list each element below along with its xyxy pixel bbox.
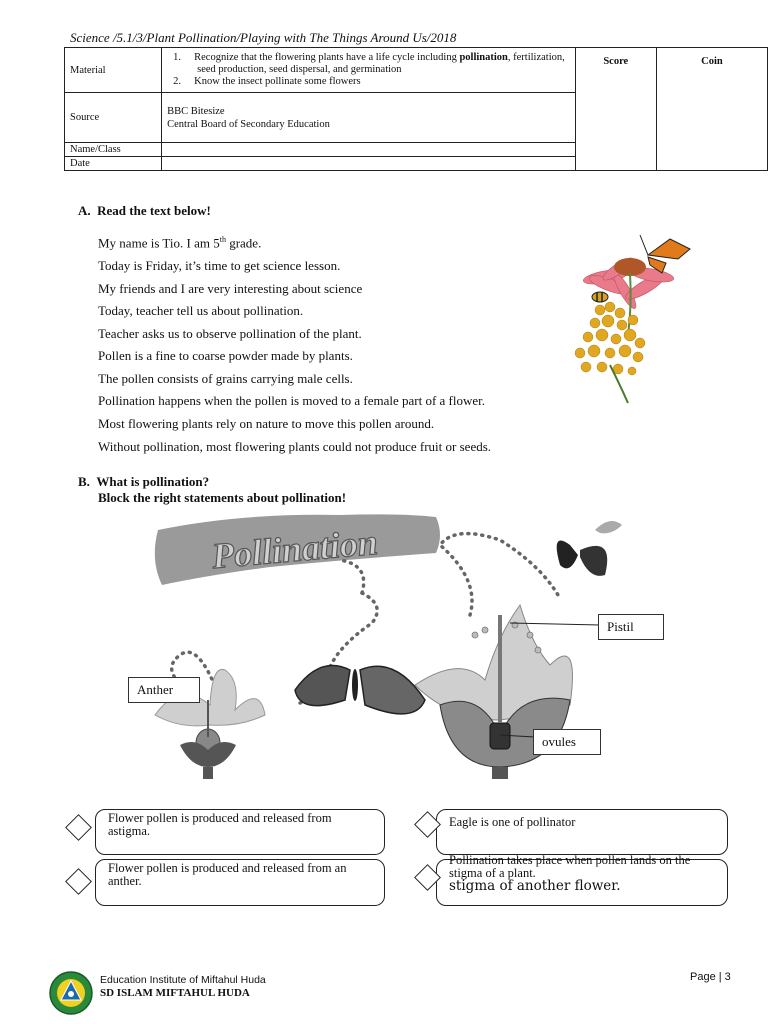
anther-label: Anther (128, 677, 200, 703)
flower-butterfly-illustration (570, 225, 710, 405)
coin-header: Coin (656, 48, 767, 171)
section-b-title: B. What is pollination? (78, 474, 210, 489)
statement-option-3[interactable] (95, 859, 385, 906)
ovules-label: ovules (533, 729, 601, 755)
statement-option-4[interactable] (436, 853, 728, 906)
reading-line: Without pollination, most flowering plants could not produce fruit or seeds. (98, 438, 492, 454)
statement-text: Flower pollen is produced and released from astigma. (108, 811, 332, 838)
footer-institute: Education Institute of Miftahul Huda (100, 974, 266, 986)
source-label: Source (65, 93, 162, 143)
butterfly-icon (640, 235, 690, 273)
reading-text (98, 229, 491, 458)
reading-line: Today, teacher tell us about pollination. (98, 303, 304, 319)
school-logo-icon (48, 970, 94, 1016)
objectives-cell (162, 48, 576, 93)
metadata-table (64, 47, 768, 171)
source-item: BBC Bitesize (167, 105, 225, 117)
reading-line: Most flowering plants rely on nature to move this pollen around. (98, 416, 435, 432)
date-label: Date (65, 157, 162, 171)
objective-item-1: 1. Recognize that the flowering plants have a life cycle including pollination, fertilization, seed production, seed dispersal, and germination (173, 52, 565, 75)
reading-line: Teacher asks us to observe pollination of the plant. (98, 325, 362, 341)
statement-checkbox-1[interactable] (65, 814, 92, 841)
page-number: Page | 3 (690, 971, 731, 983)
name-class-field[interactable] (162, 143, 576, 157)
reading-line: My name is Tio. I am 5th grade. (98, 235, 262, 251)
statement-option-1[interactable] (95, 809, 385, 855)
statement-text: Eagle is one of pollinator (449, 815, 576, 829)
reading-line: Today is Friday, it’s time to get science lesson. (98, 257, 341, 273)
butterfly-icon (557, 521, 622, 576)
document-header: Science /5.1/3/Plant Pollination/Playing with The Things Around Us/2018 (70, 30, 457, 45)
reading-line: My friends and I are very interesting about science (98, 280, 363, 296)
score-header: Score (575, 48, 656, 171)
sources-cell (162, 93, 576, 143)
objective-item-2: 2. Know the insect pollinate some flowers (173, 76, 361, 87)
bee-icon (592, 292, 608, 302)
statement-text: Pollination takes place when pollen lands on the stigma of a plant. (449, 853, 691, 880)
material-label: Material (65, 48, 162, 93)
footer-school: SD ISLAM MIFTAHUL HUDA (100, 987, 250, 999)
source-item: Central Board of Secondary Education (167, 118, 330, 130)
goldenrod-icon (575, 302, 645, 375)
name-class-label: Name/Class (65, 143, 162, 157)
section-a-title: A. Read the text below! (78, 203, 211, 218)
reading-line: Pollen is a fine to coarse powder made by plants. (98, 348, 353, 364)
statement-checkbox-3[interactable] (65, 868, 92, 895)
pistil-label: Pistil (598, 614, 664, 640)
statement-option-2[interactable] (436, 809, 728, 855)
statement-text-extra: stigma of another flower. (449, 878, 621, 894)
monarch-butterfly-icon (295, 666, 425, 714)
reading-line: The pollen consists of grains carrying male cells. (98, 370, 353, 386)
banner-text: Pollination (210, 521, 380, 577)
pollination-banner-icon (155, 514, 440, 585)
statement-text: Flower pollen is produced and released from an anther. (108, 861, 347, 888)
section-b-instruction: Block the right statements about pollination! (98, 490, 347, 505)
date-field[interactable] (162, 157, 576, 171)
reading-line: Pollination happens when the pollen is moved to a female part of a flower. (98, 393, 486, 409)
